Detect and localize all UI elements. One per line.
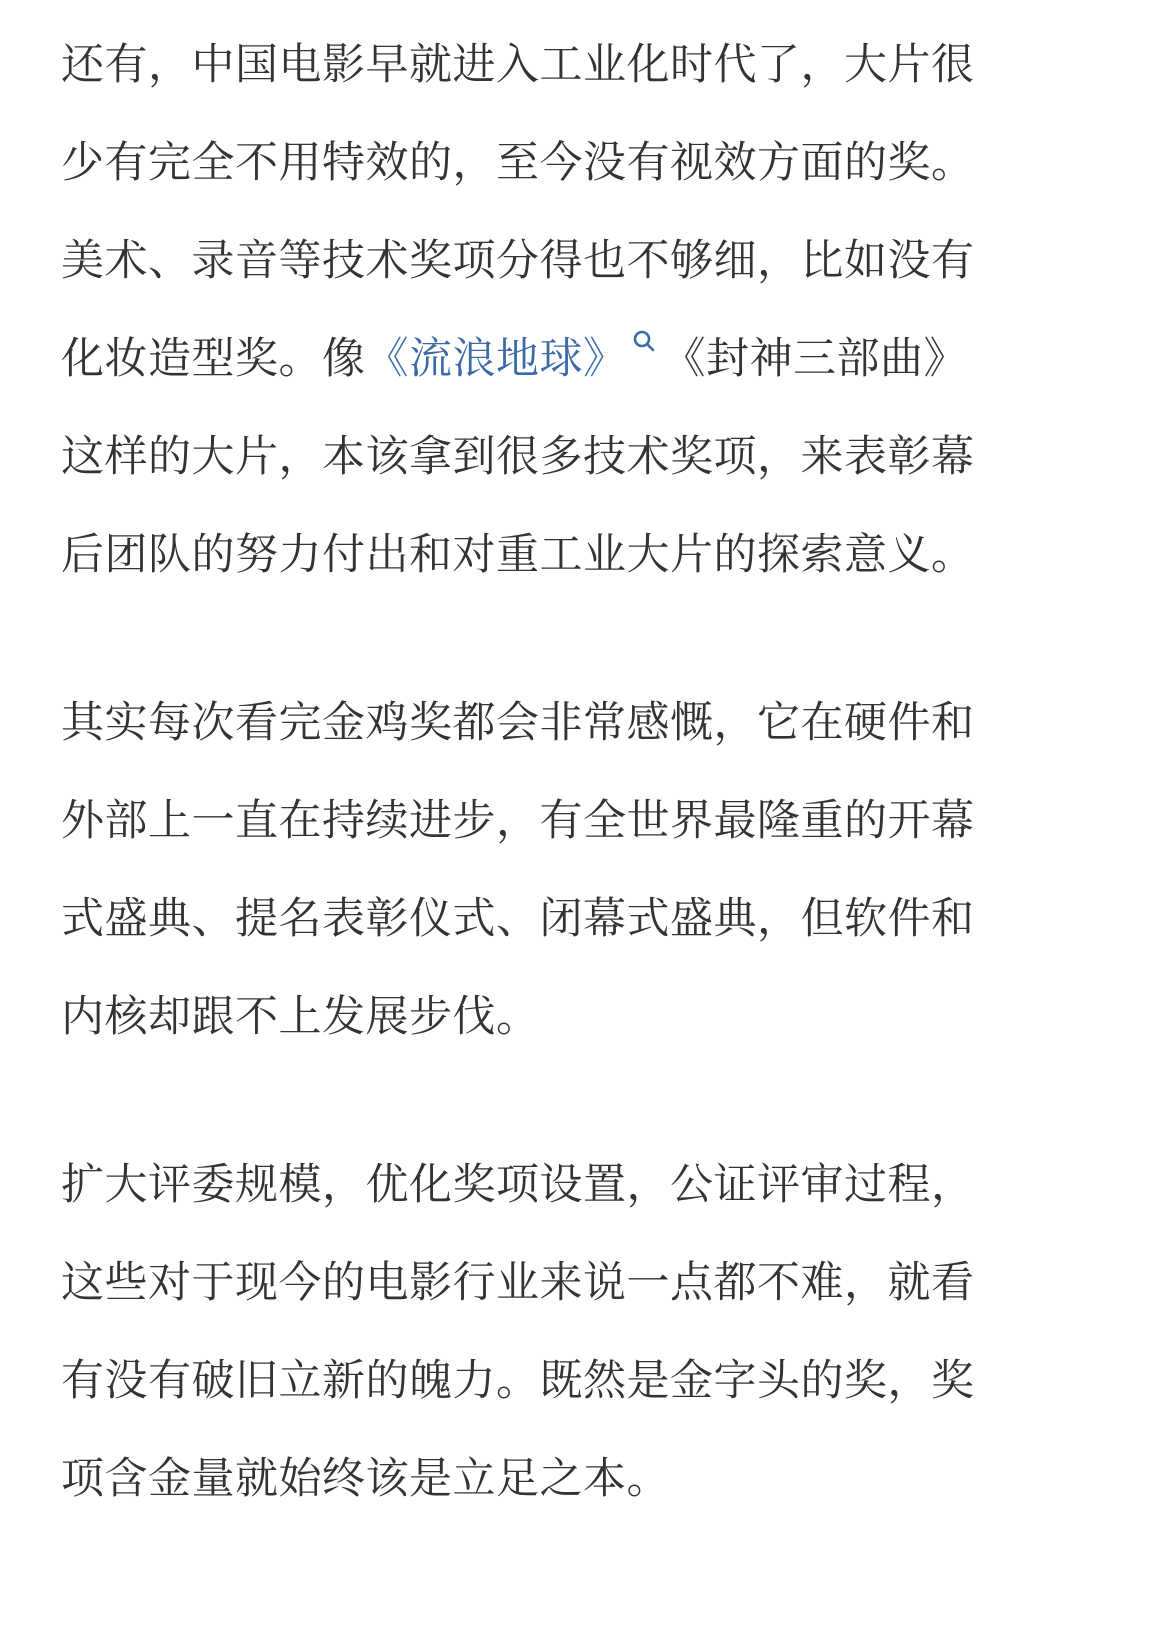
text-line: 扩大评委规模，优化奖项设置，公证评审过程， xyxy=(61,1160,975,1210)
text-segment: 《封神三部曲》 xyxy=(662,334,967,384)
paragraph-1 xyxy=(61,16,1111,604)
text-line: 有没有破旧立新的魄力。既然是金字头的奖，奖 xyxy=(61,1356,975,1406)
text-line: 还有，中国电影早就进入工业化时代了，大片很 xyxy=(61,40,975,90)
text-line: 后团队的努力付出和对重工业大片的探索意义。 xyxy=(61,530,975,580)
text-line: 这样的大片，本该拿到很多技术奖项，来表彰幕 xyxy=(61,432,975,482)
search-icon[interactable] xyxy=(631,328,657,354)
movie-link-wandering-earth[interactable]: 《流浪地球》 xyxy=(365,334,627,384)
text-line: 式盛典、提名表彰仪式、闭幕式盛典，但软件和 xyxy=(61,894,975,944)
text-line: 外部上一直在持续进步，有全世界最隆重的开幕 xyxy=(61,796,975,846)
paragraph-3 xyxy=(61,1136,1111,1528)
text-line: 项含金量就始终该是立足之本。 xyxy=(61,1454,670,1504)
text-segment: 化妆造型奖。像 xyxy=(61,334,366,384)
article-body xyxy=(61,16,1111,1528)
text-line: 内核却跟不上发展步伐。 xyxy=(61,992,540,1042)
text-line: 少有完全不用特效的，至今没有视效方面的奖。 xyxy=(61,138,975,188)
text-line: 这些对于现今的电影行业来说一点都不难，就看 xyxy=(61,1258,975,1308)
text-line: 美术、录音等技术奖项分得也不够细，比如没有 xyxy=(61,236,975,286)
text-line: 其实每次看完金鸡奖都会非常感慨，它在硬件和 xyxy=(61,698,975,748)
text-line-with-link xyxy=(61,310,1111,408)
paragraph-2 xyxy=(61,674,1111,1066)
